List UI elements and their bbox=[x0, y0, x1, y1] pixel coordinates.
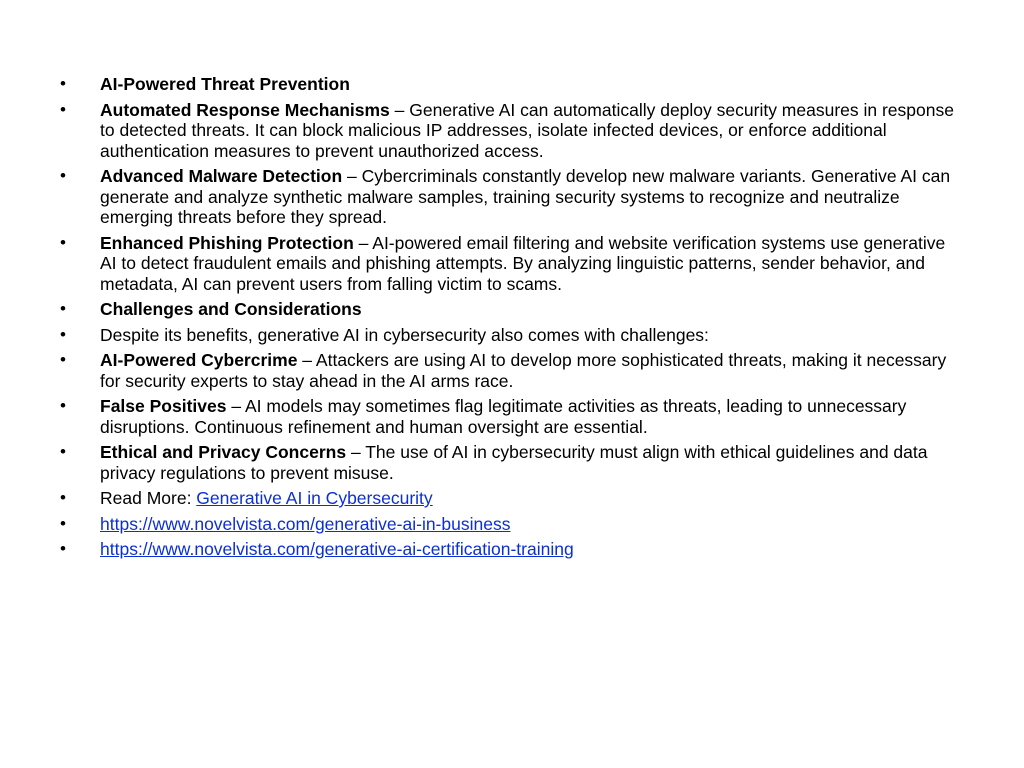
list-item bbox=[60, 396, 965, 437]
item-text: – AI-powered email filtering and website verification systems use generative AI to detect fraudulent emails and phishing attempts. By analyzing linguistic patterns, sender behavior, and metadata, AI can prevent users from falling victim to scams. bbox=[100, 232, 946, 294]
list-item bbox=[60, 325, 965, 346]
bullet-icon: • bbox=[60, 539, 66, 558]
read-more-label: Read More: bbox=[100, 488, 197, 508]
list-item bbox=[60, 488, 965, 509]
item-heading: AI-Powered Cybercrime bbox=[100, 350, 298, 370]
bullet-icon: • bbox=[60, 324, 66, 344]
item-text: – Attackers are using AI to develop more sophisticated threats, making it necessary for security experts to stay ahead in the AI arms race. bbox=[100, 350, 947, 391]
generative-ai-certification-link[interactable]: https://www.novelvista.com/generative-ai-certification-training bbox=[100, 539, 574, 559]
bullet-icon: • bbox=[60, 396, 66, 415]
bullet-icon: • bbox=[60, 442, 66, 461]
bullet-icon: • bbox=[60, 99, 66, 119]
item-text: – The use of AI in cybersecurity must align with ethical guidelines and data privacy regulations to prevent misuse. bbox=[100, 442, 928, 483]
bullet-icon: • bbox=[60, 166, 66, 185]
item-heading: False Positives bbox=[100, 396, 227, 416]
item-heading: Ethical and Privacy Concerns bbox=[100, 442, 347, 462]
list-item bbox=[60, 74, 965, 95]
item-heading: Enhanced Phishing Protection bbox=[100, 232, 354, 253]
bullet-icon: • bbox=[60, 232, 66, 252]
item-text: – AI models may sometimes flag legitimate activities as threats, leading to unnecessary disruptions. Continuous refinement and human oversight are essential. bbox=[100, 396, 907, 437]
bullet-list bbox=[60, 74, 965, 565]
list-item bbox=[60, 442, 965, 483]
list-item bbox=[60, 350, 965, 391]
bullet-icon: • bbox=[60, 350, 66, 369]
item-text: Despite its benefits, generative AI in cybersecurity also comes with challenges: bbox=[100, 324, 709, 345]
item-heading: Automated Response Mechanisms bbox=[100, 99, 390, 120]
list-item bbox=[60, 100, 965, 162]
list-item bbox=[60, 539, 965, 560]
generative-ai-in-business-link[interactable]: https://www.novelvista.com/generative-ai-in-business bbox=[100, 513, 511, 534]
item-heading: AI-Powered Threat Prevention bbox=[100, 74, 350, 94]
item-heading: Challenges and Considerations bbox=[100, 299, 362, 319]
list-item bbox=[60, 299, 965, 320]
list-item bbox=[60, 514, 965, 535]
bullet-icon: • bbox=[60, 513, 66, 533]
list-item bbox=[60, 166, 965, 228]
bullet-icon: • bbox=[60, 488, 66, 507]
generative-ai-cybersecurity-link[interactable]: Generative AI in Cybersecurity bbox=[196, 488, 433, 508]
item-text: – Cybercriminals constantly develop new malware variants. Generative AI can generate and analyze synthetic malware samples, training security systems to recognize and neutralize emerging threats before they spread. bbox=[100, 166, 951, 227]
list-item bbox=[60, 233, 965, 295]
bullet-icon: • bbox=[60, 74, 66, 93]
item-text: – Generative AI can automatically deploy security measures in response to detected threats. It can block malicious IP addresses, isolate infected devices, or enforce additional authentication measures to prevent unauthorized access. bbox=[100, 99, 954, 161]
item-heading: Advanced Malware Detection bbox=[100, 166, 343, 186]
bullet-icon: • bbox=[60, 299, 66, 318]
